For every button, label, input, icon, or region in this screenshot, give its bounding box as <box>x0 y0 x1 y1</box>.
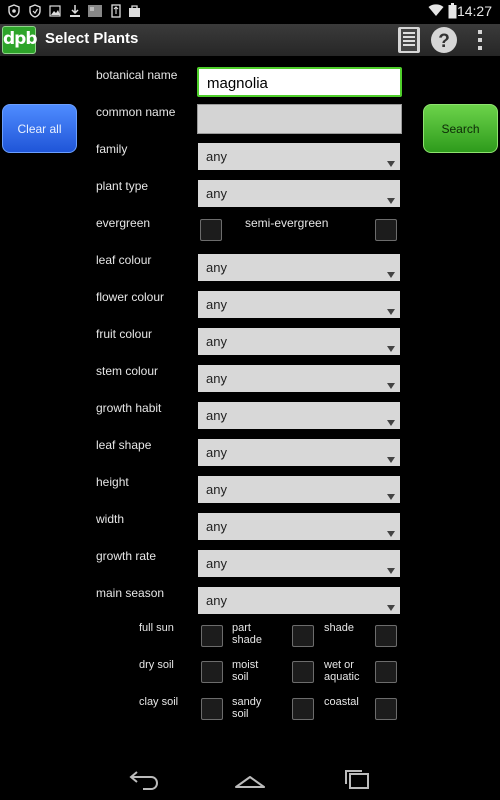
dropdown-caret-icon <box>387 309 395 315</box>
dropdown-caret-icon <box>387 420 395 426</box>
family-label: family <box>96 142 128 156</box>
svg-text:?: ? <box>438 31 450 52</box>
shield-icon <box>8 4 20 18</box>
moist-soil-checkbox[interactable] <box>292 661 314 683</box>
fruit-colour-value: any <box>206 334 227 349</box>
action-bar <box>0 24 500 56</box>
width-value: any <box>206 519 227 534</box>
home-button[interactable] <box>233 768 267 792</box>
width-select[interactable] <box>198 513 400 540</box>
dropdown-caret-icon <box>387 531 395 537</box>
overflow-menu-icon <box>465 24 495 56</box>
sandy-soil-checkbox[interactable] <box>292 698 314 720</box>
back-icon <box>127 768 161 792</box>
clay-soil-checkbox[interactable] <box>201 698 223 720</box>
flower-colour-select[interactable] <box>198 291 400 318</box>
width-label: width <box>96 512 125 526</box>
height-value: any <box>206 482 227 497</box>
dropdown-caret-icon <box>387 272 395 278</box>
family-value: any <box>206 149 227 164</box>
growth-rate-select[interactable] <box>198 550 400 577</box>
dry-soil-checkbox[interactable] <box>201 661 223 683</box>
stem-colour-label: stem colour <box>96 364 159 378</box>
botanical-name-value: magnolia <box>207 75 268 92</box>
fruit-colour-select[interactable] <box>198 328 400 355</box>
main-season-label: main season <box>96 586 165 600</box>
growth-rate-value: any <box>206 556 227 571</box>
list-icon <box>391 24 427 56</box>
coastal-label: coastal <box>324 696 359 708</box>
wet-or-aquatic-label: wet or aquatic <box>324 659 360 683</box>
dropdown-caret-icon <box>387 161 395 167</box>
evergreen-label: evergreen <box>96 216 151 230</box>
common-name-input[interactable] <box>197 104 402 134</box>
shade-checkbox[interactable] <box>375 625 397 647</box>
botanical-name-label: botanical name <box>96 68 178 82</box>
stem-colour-select[interactable] <box>198 365 400 392</box>
leaf-shape-label: leaf shape <box>96 438 152 452</box>
back-button[interactable] <box>127 768 161 792</box>
help-button[interactable] <box>426 24 462 56</box>
botanical-name-input[interactable] <box>197 67 402 97</box>
leaf-shape-select[interactable] <box>198 439 400 466</box>
image-icon <box>49 4 61 18</box>
full-sun-checkbox[interactable] <box>201 625 223 647</box>
coastal-checkbox[interactable] <box>375 698 397 720</box>
clay-soil-label: clay soil <box>139 696 179 708</box>
stem-colour-value: any <box>206 371 227 386</box>
moist-soil-label: moist soil <box>232 659 259 683</box>
dropdown-caret-icon <box>387 346 395 352</box>
leaf-colour-value: any <box>206 260 227 275</box>
semi-evergreen-checkbox[interactable] <box>375 219 397 241</box>
shade-label: shade <box>324 622 354 634</box>
dropdown-caret-icon <box>387 494 395 500</box>
search-button[interactable]: Search <box>423 104 498 153</box>
recent-apps-icon <box>340 768 374 792</box>
app-icon <box>87 4 103 18</box>
fruit-colour-label: fruit colour <box>96 327 153 341</box>
leaf-colour-select[interactable] <box>198 254 400 281</box>
part-shade-label: part shade <box>232 622 262 646</box>
clock: 14:27 <box>456 3 492 19</box>
flower-colour-value: any <box>206 297 227 312</box>
dropdown-caret-icon <box>387 383 395 389</box>
shield-icon <box>29 4 41 18</box>
part-shade-checkbox[interactable] <box>292 625 314 647</box>
flower-colour-label: flower colour <box>96 290 165 304</box>
navigation-bar <box>0 760 500 800</box>
plant-type-value: any <box>206 186 227 201</box>
battery-icon <box>448 3 457 19</box>
usb-icon <box>110 4 122 18</box>
app-logo[interactable] <box>2 26 36 54</box>
home-icon <box>233 768 267 792</box>
growth-habit-label: growth habit <box>96 401 162 415</box>
full-sun-label: full sun <box>139 622 174 634</box>
dry-soil-label: dry soil <box>139 659 174 671</box>
plant-type-select[interactable] <box>198 180 400 207</box>
page-title: Select Plants <box>45 30 139 47</box>
sandy-soil-label: sandy soil <box>232 696 262 720</box>
leaf-shape-value: any <box>206 445 227 460</box>
list-button[interactable] <box>391 24 427 56</box>
growth-habit-value: any <box>206 408 227 423</box>
evergreen-checkbox[interactable] <box>200 219 222 241</box>
clear-all-button[interactable]: Clear all <box>2 104 77 153</box>
main-season-value: any <box>206 593 227 608</box>
plant-type-label: plant type <box>96 179 149 193</box>
dropdown-caret-icon <box>387 198 395 204</box>
common-name-label: common name <box>96 105 176 119</box>
recent-apps-button[interactable] <box>340 768 374 792</box>
height-label: height <box>96 475 129 489</box>
dropdown-caret-icon <box>387 605 395 611</box>
main-season-select[interactable] <box>198 587 400 614</box>
dropdown-caret-icon <box>387 457 395 463</box>
overflow-menu-button[interactable] <box>465 24 495 56</box>
leaf-colour-label: leaf colour <box>96 253 152 267</box>
download-icon <box>69 4 81 18</box>
status-bar <box>0 0 500 24</box>
growth-habit-select[interactable] <box>198 402 400 429</box>
bag-icon <box>128 4 141 18</box>
dropdown-caret-icon <box>387 568 395 574</box>
wet-or-aquatic-checkbox[interactable] <box>375 661 397 683</box>
logo-text: dpb <box>3 29 37 49</box>
family-select[interactable] <box>198 143 400 170</box>
semi-evergreen-label: semi-evergreen <box>245 216 329 230</box>
wifi-icon <box>428 3 444 17</box>
help-icon <box>426 24 462 56</box>
height-select[interactable] <box>198 476 400 503</box>
growth-rate-label: growth rate <box>96 549 157 563</box>
